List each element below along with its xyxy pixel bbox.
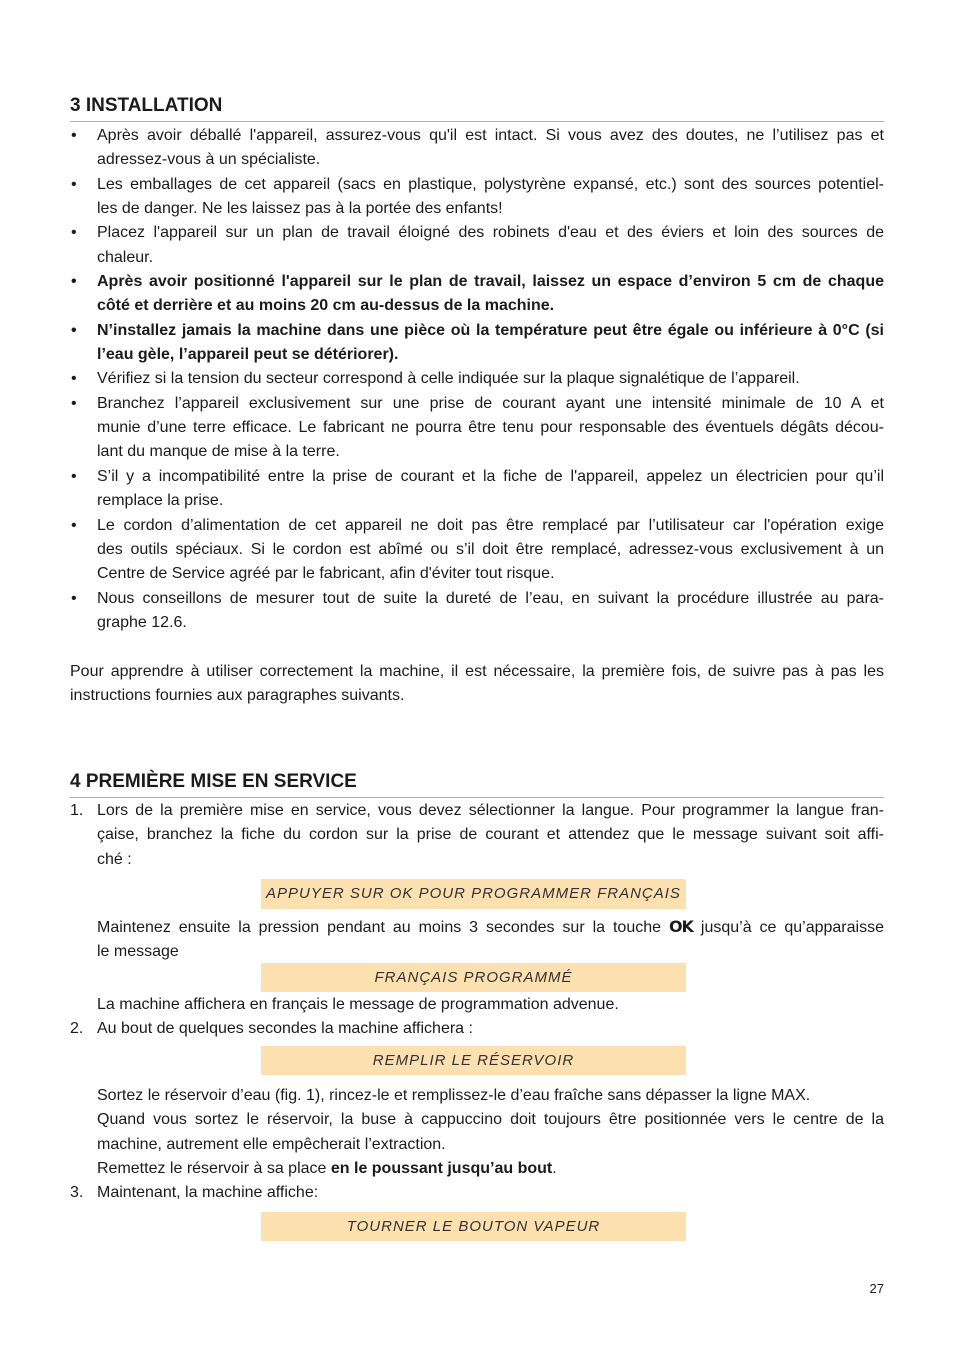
item-line: Branchez l’appareil exclusivement sur une prise de courant ayant une intensité minimale de 10 A et xyxy=(97,394,884,412)
installation-item-warning xyxy=(70,319,884,368)
item-line: Après avoir positionné l'appareil sur le plan de travail, laissez un espace d’environ 5 cm de chaque xyxy=(97,273,884,291)
item-text xyxy=(97,173,884,222)
installation-item xyxy=(70,221,884,270)
item-text xyxy=(97,270,884,319)
bullet-mark: • xyxy=(71,516,77,534)
bullet-mark: • xyxy=(71,127,77,144)
item-line: des outils spéciaux. Si le cordon est abîmé ou s’il doit être remplacé, adressez-vous exclusivement à un xyxy=(97,540,884,558)
installation-item xyxy=(70,587,884,636)
item-text xyxy=(97,367,884,391)
step-line: Au bout de quelques secondes la machine affichera : xyxy=(97,1020,473,1038)
item-line: remplace la prise. xyxy=(97,492,224,510)
item-line: S’il y a incompatibilité entre la prise de courant et la fiche de l'appareil, appelez un électricien pour qu’il xyxy=(97,467,884,485)
step-line-part: Remettez le réservoir à sa place xyxy=(97,1160,331,1178)
step-line: Sortez le réservoir d’eau (fig. 1), rincez-le et remplissez-le d’eau fraîche sans dépasser la ligne MAX. xyxy=(97,1087,811,1104)
item-line: N’installez jamais la machine dans une pièce où la température peut être égale ou inférieure à 0°C (si xyxy=(97,321,884,339)
step-line: le message xyxy=(97,943,179,961)
step-item xyxy=(70,1181,884,1205)
step-line-part: . xyxy=(552,1160,557,1178)
bullet-mark: • xyxy=(71,467,77,485)
step-number: 1. xyxy=(70,802,84,819)
bullet-mark: • xyxy=(71,273,77,291)
item-line: adressez-vous à un spécialiste. xyxy=(97,151,321,169)
step-line xyxy=(97,1157,884,1181)
bullet-mark: • xyxy=(71,394,77,412)
installation-list xyxy=(70,124,884,635)
bullet-mark: • xyxy=(71,321,77,339)
page-number: 27 xyxy=(869,1281,884,1296)
step-2 xyxy=(70,993,884,1042)
display-message: TOURNER LE BOUTON VAPEUR xyxy=(261,1212,686,1241)
note-line: Pour apprendre à utiliser correctement la machine, il est nécessaire, la première fois, de suivre pas à pas les xyxy=(70,663,884,680)
step-text xyxy=(97,993,884,1017)
bullet-mark: • xyxy=(71,175,77,193)
bullet-mark: • xyxy=(71,224,77,242)
installation-item xyxy=(70,173,884,222)
step-line: Quand vous sortez le réservoir, la buse à cappuccino doit toujours être positionnée vers le centre de la xyxy=(97,1111,884,1129)
step-item xyxy=(70,799,884,872)
step-line: ché : xyxy=(97,850,132,868)
item-line: Après avoir déballé l'appareil, assurez-vous qu'il est intact. Si vous avez des doutes, ne l’utilisez pas et xyxy=(97,127,884,144)
step-text xyxy=(97,1084,884,1181)
item-line: lant du manque de mise à la terre. xyxy=(97,443,340,461)
item-line: graphe 12.6. xyxy=(97,613,187,631)
step-line xyxy=(97,915,884,940)
item-text xyxy=(97,392,884,465)
bullet-mark: • xyxy=(71,370,77,388)
item-line: Le cordon d’alimentation de cet appareil ne doit pas être remplacé par l’utilisateur car l'opération exige xyxy=(97,516,884,534)
note-line: instructions fournies aux paragraphes suivants. xyxy=(70,687,405,705)
step-line: machine, autrement elle empêcherait l’extraction. xyxy=(97,1135,446,1153)
display-message: REMPLIR LE RÉSERVOIR xyxy=(261,1046,686,1075)
item-line: Vérifiez si la tension du secteur correspond à celle indiquée sur la plaque signalétique de l’appareil. xyxy=(97,370,800,388)
step-text xyxy=(97,1181,884,1205)
step-line: çaise, branchez la fiche du cordon sur la prise de courant et attendez que le message suivant soit affi- xyxy=(97,826,884,844)
step-line-part: Maintenez ensuite la pression pendant au moins 3 secondes sur la touche xyxy=(97,919,662,936)
bullet-mark: • xyxy=(71,589,77,607)
item-line: munie d’une terre efficace. Le fabricant ne pourra être tenu pour responsable des éventuels dégâts décou- xyxy=(97,419,884,437)
item-text xyxy=(97,465,884,514)
item-line: Centre de Service agréé par le fabricant, afin d'éviter tout risque. xyxy=(97,565,555,583)
display-message: APPUYER SUR OK POUR PROGRAMMER FRANÇAIS xyxy=(261,879,686,909)
item-line: l’eau gèle, l’appareil peut se détériorer). xyxy=(97,346,399,364)
item-text xyxy=(97,514,884,587)
installation-item-warning xyxy=(70,270,884,319)
ok-key-label: OK xyxy=(668,917,693,936)
installation-item xyxy=(70,367,884,391)
step-number: 3. xyxy=(70,1184,84,1202)
item-text xyxy=(97,221,884,270)
item-text xyxy=(97,587,884,636)
section-title-installation: 3 INSTALLATION xyxy=(70,94,884,122)
item-line: Nous conseillons de mesurer tout de suite la dureté de l’eau, en suivant la procédure illustrée au para- xyxy=(97,589,884,607)
step-line-part: jusqu’à ce qu’apparaisse xyxy=(700,919,884,936)
step-line-emphasis: en le poussant jusqu’au bout xyxy=(330,1160,553,1178)
step-text xyxy=(97,799,884,872)
step-line: Maintenant, la machine affiche: xyxy=(97,1184,319,1202)
installation-item xyxy=(70,124,884,173)
step-1 xyxy=(70,799,884,872)
item-line: Placez l'appareil sur un plan de travail éloigné des robinets d'eau et des éviers et loin des sources de xyxy=(97,224,884,242)
item-line: Les emballages de cet appareil (sacs en plastique, polystyrène expansé, etc.) sont des sources potentiel- xyxy=(97,175,884,193)
installation-note xyxy=(70,660,884,709)
step-1-hold xyxy=(70,915,884,965)
installation-item xyxy=(70,392,884,465)
step-text xyxy=(97,1017,884,1041)
installation-item xyxy=(70,514,884,587)
step-line: Lors de la première mise en service, vous devez sélectionner la langue. Pour programmer la langue fran- xyxy=(97,802,884,819)
step-item xyxy=(70,1017,884,1041)
step-line: La machine affichera en français le message de programmation advenue. xyxy=(97,996,619,1013)
step-2-instructions xyxy=(70,1084,884,1206)
item-text xyxy=(97,319,884,368)
item-text xyxy=(97,124,884,173)
section-title-first-use: 4 PREMIÈRE MISE EN SERVICE xyxy=(70,770,884,798)
item-line: les de danger. Ne les laissez pas à la portée des enfants! xyxy=(97,200,503,218)
item-line: côté et derrière et au moins 20 cm au-dessus de la machine. xyxy=(97,297,555,315)
step-text xyxy=(97,915,884,965)
display-message: FRANÇAIS PROGRAMMÉ xyxy=(261,963,686,992)
step-number: 2. xyxy=(70,1020,84,1038)
installation-item xyxy=(70,465,884,514)
item-line: chaleur. xyxy=(97,248,154,266)
